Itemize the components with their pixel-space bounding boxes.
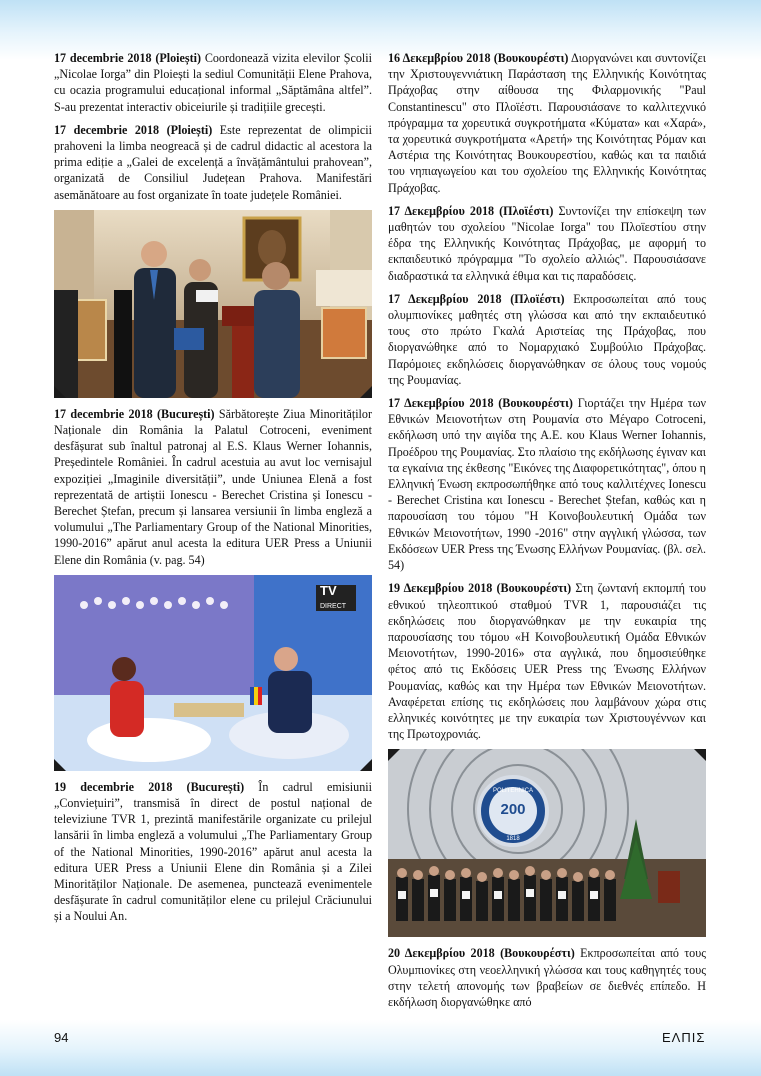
frame-corner-bottom-left <box>54 386 66 398</box>
article-paragraph <box>388 580 706 742</box>
seal-ring-text: POLITEHNICA <box>492 788 533 795</box>
bottom-decorative-band <box>0 1020 761 1076</box>
paragraph-text: Sărbătorește Ziua Minorităților Naționale din România la Palatul Cotroceni, eveniment desfășurat sub înaltul patronaj al E.S. Klaus Werner Iohannis, Președintele României. În cadrul acestuia au avut loc vernisajul expoziției „Imaginile diversității”, unde Uniunea Elenă a fost reprezentată de artiștii Ionescu - Berechet Cristina și Ionescu - Berechet Ștefan, precum și lansarea versiunii în limba engleză a volumului „The Parliamentary Group of the National Minorities, 1990-2016” apărut anul acesta la editura UER Press a Uniunii Elene din România (v. pag. 54) <box>54 406 372 567</box>
article-paragraph <box>54 779 372 925</box>
paragraph-date: 16 Δεκεμβρίου 2018 (Βουκουρέστι) <box>388 51 569 65</box>
seal-year: 1818 <box>506 836 520 843</box>
frame-corner-top-left <box>388 749 400 761</box>
article-paragraph <box>388 945 706 1010</box>
photo-tv-studio <box>54 575 372 771</box>
article-paragraph <box>388 395 706 573</box>
article-paragraph <box>54 50 372 115</box>
photo-gala-award <box>54 210 372 398</box>
paragraph-date: 17 decembrie 2018 (Ploiești) <box>54 51 202 65</box>
seal-number: 200 <box>500 801 526 819</box>
article-paragraph <box>54 122 372 203</box>
right-column <box>388 50 706 1017</box>
paragraph-date: 19 Δεκεμβρίου 2018 (Βουκουρέστι) <box>388 581 572 596</box>
article-paragraph <box>388 291 706 388</box>
frame-corner-bottom-right <box>360 386 372 398</box>
paragraph-date: 17 decembrie 2018 (București) <box>54 406 215 421</box>
paragraph-date: 17 Δεκεμβρίου 2018 (Πλοϊέστι) <box>388 203 554 218</box>
paragraph-text: Συντονίζει την επίσκεψη των μαθητών του σχολείου "Nicolae Iorga" του Πλοϊεστίου στην έδρα της Ελληνικής Κοινότητας Πράχοβας, με αφορμή το εκπαιδευτικό πρόγραμμα "Το σχολείο αλλιώς". Παρουσιάσανε διαδραστικά τα ελληνικά έθιμα και τις παραδόσεις. <box>388 203 706 283</box>
article-paragraph <box>388 203 706 284</box>
frame-corner-bottom-left <box>54 759 66 771</box>
paragraph-date: 17 decembrie 2018 (Ploiești) <box>54 122 213 137</box>
photo-olympiad-ceremony <box>388 749 706 937</box>
paragraph-text: Εκπροσωπείται από τους Ολυμπιονίκες στη νεοελληνική γλώσσα και τους καθηγητές τους στην τελετή απονομής των βραβείων σε διεθνές επίπεδο. Η εκδήλωση διοργανώθηκε από <box>388 946 707 1009</box>
frame-corner-top-right <box>694 749 706 761</box>
paragraph-text: Διοργανώνει και συντονίζει την Χριστουγεννιάτικη Παράσταση της Ελληνικής Κοινότητας Πράχοβας στην αίθουσα της Φιλαρμονικής "Paul Constantinescu" στο Πλοϊέστι. Παρουσιάσανε το καλλιτεχνικό πρόγραμμα τα χορευτικά συγκροτήματα «Κύματα» και «Χαρά», τα χορευτικά συγκροτήματα «Αρετή» της Κοινότητας Ρόμαν και Αστέρια της Κοινότητας Βουκουρεστίου, καθώς και τα παιδιά του νηπιαγωγείου και του σχολείου της Ελληνικής Κοινότητας Πράχοβας. <box>388 51 706 195</box>
paragraph-text: Εκπροσωπείται από τους ολυμπιονίκες μαθητές στη γλώσσα και από την εκπαιδευτικό τους στο πρώτο Γκαλά Αριστείας της Πράχοβας, που διοργανώθηκε από το Νομαρχιακό Συμβούλιο Πράχοβας. Παρόμοιες εκδηλώσεις διοργανώθηκαν σε όλους τους νομούς της Ρουμανίας. <box>388 291 707 387</box>
tv-logo: TV <box>320 582 337 598</box>
paragraph-text: Γιορτάζει την Ημέρα των Εθνικών Μειονοτήτων στη Ρουμανία στο Μέγαρο Cotroceni, εκδήλωση υπό την αιγίδα της Α.Ε. κου Klaus Werner Iohannis, Προέδρου της Ρουμανίας. Στο πλαίσιο της εκδήλωσης έγιναν και τα εγκαίνια της έκθεσης "Εικόνες της Διαφορετικότητας", όπου η Ελληνική Ένωση εκπροσωπήθηκε από τους καλλιτέχνες Ionescu - Berechet Cristina και Ionescu - Berechet Ștefan, καθώς και η παρουσίαση του τόμου "Η Κοινοβουλευτική Ομάδα των Εθνικών Μειονοτήτων, 1990 -2016" στην αγγλική γλώσσα, των Εκδόσεων UER Press της Ένωσης Ελλήνων Ρουμανίας. (βλ. σελ. 54) <box>388 396 707 573</box>
paragraph-text: În cadrul emisiunii „Conviețuiri”, transmisă în direct de postul național de televiziune TVR 1, prezintă manifestările organizate cu prilejul lansării în limba engleză a volumului „The Parliamentary Group of the National Minorities, 1990-2016” apărut anul acesta la editura UER Press a Uniunii Elene din România și a Zilei Minorităților Naționale. De asemenea, punctează evenimentele desfășurate în cadrul comunităților elene cu prilejul Crăciunului și a Noului An. <box>54 779 372 924</box>
left-column <box>54 50 372 932</box>
page-number: 94 <box>54 1030 69 1045</box>
paragraph-date: 17 Δεκεμβρίου 2018 (Πλοϊέστι) <box>388 291 565 306</box>
paragraph-date: 19 decembrie 2018 (București) <box>54 779 245 794</box>
paragraph-text: Este reprezentat de olimpicii prahoveni la limba neogreacă și de cadrul didactic al acestora la prima ediție a „Galei de excelență a învățământului prahovean”, organizată de Consiliul Județean Prahova. Manifestări asemănătoare au fost organizate în toate județele României. <box>54 122 372 202</box>
paragraph-text: Στη ζωντανή εκπομπή του εθνικού τηλεοπτικού σταθμού TVR 1, παρουσιάζει τις εκδηλώσεις που διοργανώθηκαν με την ευκαιρία της παρουσίασης του τόμου «Η Κοινοβουλευτική Ομάδα Εθνικών Μειονοτήτων, 1990-2016» στα αγγλικά, που δημοσιεύθηκε φέτος από τις Εκδόσεις UER Press της Ένωσης Ελλήνων Ρουμανίας, καθώς και την Ημέρα των Εθνικών Μειονοτήτων. Αναφέρεται επίσης τις εκδηλώσεις που λαμβάνουν χώρα στις ελληνικές κοινότητες με την ευκαιρία των Χριστουγέννων και της Πρωτοχρονιάς. <box>388 581 706 742</box>
photo-gala-award-image <box>54 210 372 398</box>
paragraph-text: Coordonează vizita elevilor Școlii „Nicolae Iorga” din Ploiești la sediul Comunității Elene Prahova, cu ocazia programului educațional informal „Săptămâna altfel”. S-au prezentat interactiv obiceiurile și tradițiile grecești. <box>54 51 372 114</box>
paragraph-date: 17 Δεκεμβρίου 2018 (Βουκουρέστι) <box>388 396 573 411</box>
tv-logo-sub: DIRECT <box>320 602 347 610</box>
paragraph-date: 20 Δεκεμβρίου 2018 (Βουκουρέστι) <box>388 946 575 961</box>
article-paragraph <box>54 406 372 568</box>
frame-corner-bottom-right <box>360 759 372 771</box>
article-paragraph <box>388 50 706 196</box>
photo-olympiad-ceremony-image <box>388 749 706 937</box>
magazine-name: ΕΛΠΙΣ <box>662 1030 706 1045</box>
